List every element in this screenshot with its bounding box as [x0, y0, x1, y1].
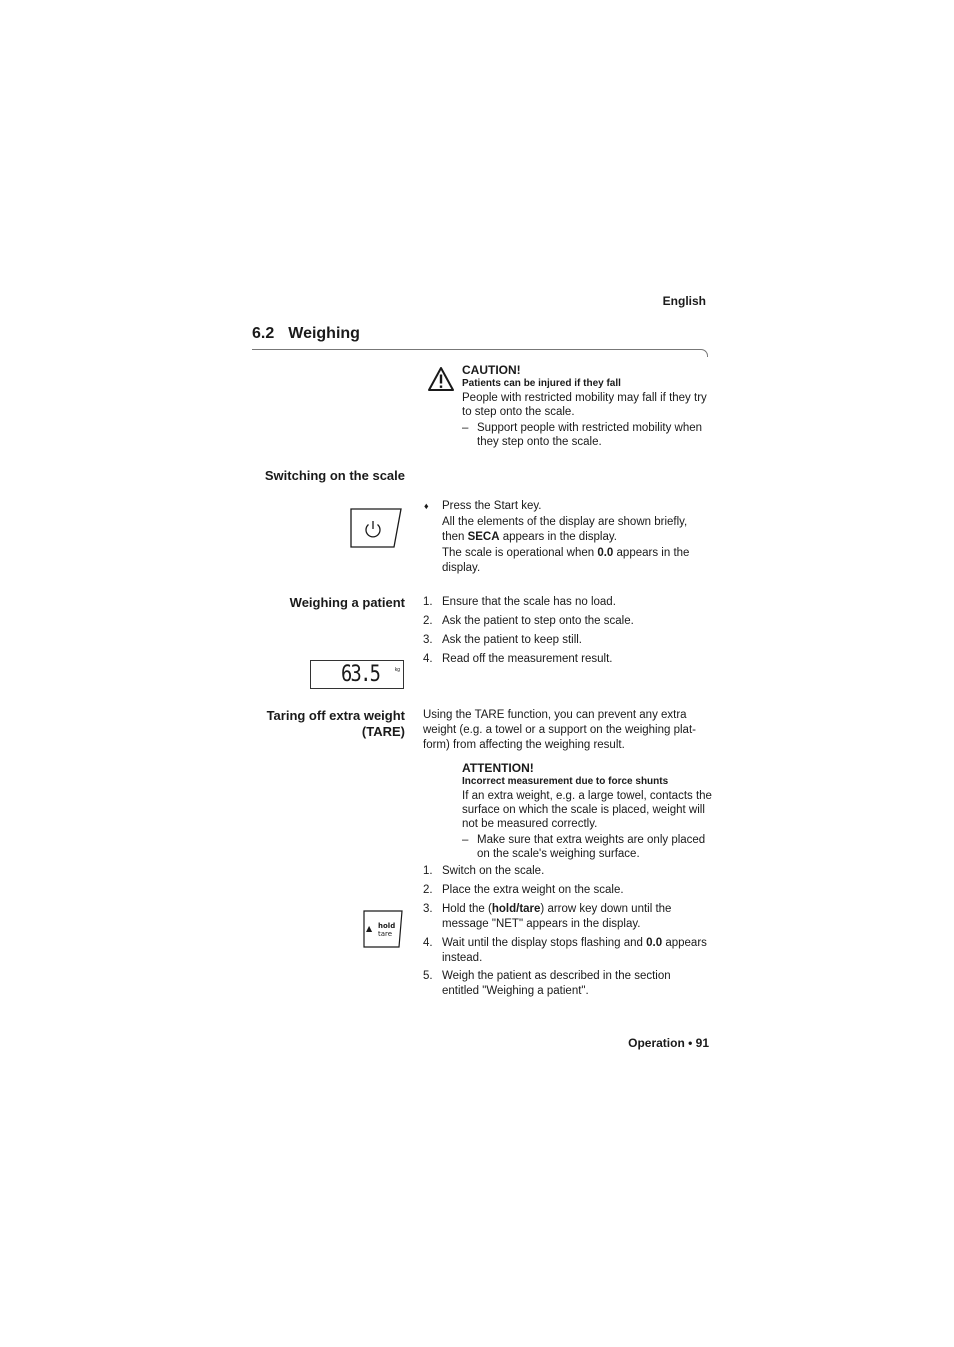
attention-notice: [462, 761, 712, 861]
tare-heading: Taring off extra weight (TARE): [266, 708, 405, 739]
list-item: 2. Place the extra weight on the scale.: [423, 884, 624, 896]
list-item: 4. Wait until the display stops flashing and 0.0 appears instead.: [423, 937, 707, 964]
list-item: 3. Hold the (hold/tare) arrow key down until the message "NET" appears in the display.: [423, 903, 672, 930]
caution-text: People with restricted mobility may fall if they try to step onto the scale.: [462, 392, 707, 418]
attention-subheading: Incorrect measurement due to force shunts: [462, 776, 669, 787]
display-value: 63.5: [341, 662, 380, 687]
attention-heading: ATTENTION!: [462, 761, 534, 775]
switching-heading: Switching on the scale: [264, 468, 405, 483]
attention-text: If an extra weight, e.g. a large towel, contacts the surface on which the scale is placed, weight will not be measured correctly.: [462, 790, 712, 830]
switching-line3: The scale is operational when 0.0 appears in the display.: [442, 546, 690, 574]
switching-line1: Press the Start key.: [442, 500, 542, 512]
language-label: English: [662, 294, 706, 308]
weighing-heading: Weighing a patient: [289, 595, 405, 610]
svg-text:▲: ▲: [366, 924, 373, 933]
svg-text:hold: hold: [378, 922, 396, 930]
warning-triangle-icon: [427, 366, 455, 392]
switching-bullet: [423, 499, 708, 577]
list-item: 1. Ensure that the scale has no load.: [423, 596, 616, 608]
caution-subheading: Patients can be injured if they fall: [462, 378, 621, 389]
svg-text:tare: tare: [378, 930, 393, 938]
list-item: 4. Read off the measurement result.: [423, 653, 613, 665]
section-number: 6.2: [252, 325, 275, 342]
display-unit: kg: [394, 667, 400, 673]
attention-action: [462, 833, 712, 861]
attention-action-text: Make sure that extra weights are only placed on the scale's weighing surface.: [477, 834, 706, 860]
list-item: 5. Weigh the patient as described in the section entitled "Weighing a patient".: [423, 970, 671, 997]
list-item: 2. Ask the patient to step onto the scale.: [423, 615, 634, 627]
start-key-power-icon: [350, 508, 402, 548]
section-rule-corner: [700, 349, 708, 357]
caution-heading: CAUTION!: [462, 363, 521, 377]
switching-line2: All the elements of the display are shown briefly, then SECA appears in the display.: [442, 515, 688, 543]
scale-display: [310, 660, 404, 689]
tare-intro: Using the TARE function, you can prevent any extra weight (e.g. a towel or a support on the weighing plat-form) from affecting the weighing result.: [423, 709, 696, 751]
dash-marker: –: [462, 834, 469, 846]
list-item: 1. Switch on the scale.: [423, 865, 545, 877]
page-footer: Operation • 91: [628, 1036, 709, 1050]
section-title-text: Weighing: [288, 325, 360, 342]
dash-marker: –: [462, 422, 469, 434]
bullet-diamond: ♦: [424, 501, 429, 511]
caution-action-text: Support people with restricted mobility when they step onto the scale.: [477, 422, 703, 448]
section-rule: [252, 349, 701, 350]
list-item: 3. Ask the patient to keep still.: [423, 634, 582, 646]
hold-tare-key-icon: [363, 910, 403, 948]
caution-notice: [462, 363, 712, 449]
section-title: [252, 325, 360, 343]
caution-action: [462, 421, 712, 449]
